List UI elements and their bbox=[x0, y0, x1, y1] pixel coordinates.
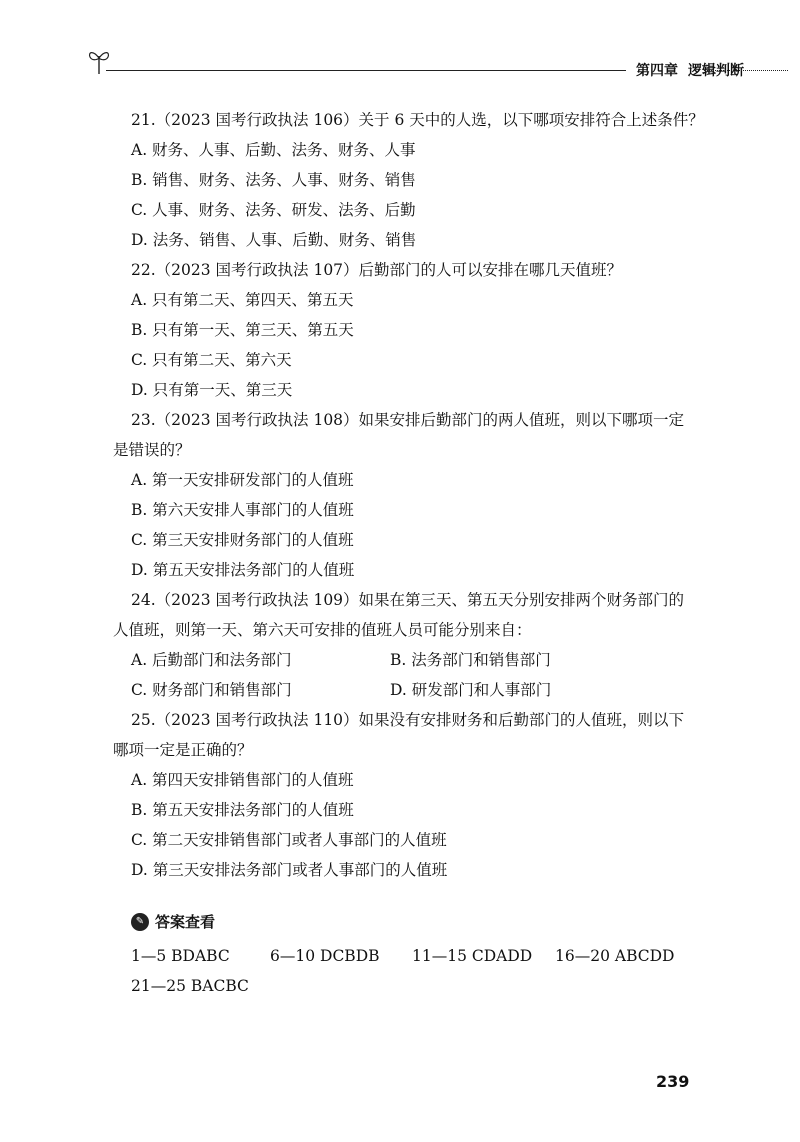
option: C. 人事、财务、法务、研发、法务、后勤 bbox=[131, 201, 416, 219]
answer-group: 1—5 BDABC bbox=[131, 947, 230, 965]
option: C. 只有第二天、第六天 bbox=[131, 351, 292, 369]
page-number: 239 bbox=[656, 1072, 690, 1091]
option: D. 第五天安排法务部门的人值班 bbox=[131, 561, 355, 579]
answer-title-text: 答案查看 bbox=[155, 913, 216, 931]
chapter-number: 第四章 bbox=[636, 63, 678, 79]
question-stem: 24.（2023 国考行政执法 109）如果在第三天、第五天分别安排两个财务部门的 bbox=[131, 591, 685, 609]
option: A. 后勤部门和法务部门 bbox=[131, 651, 292, 669]
option: A. 只有第二天、第四天、第五天 bbox=[131, 291, 354, 309]
question-stem: 23.（2023 国考行政执法 108）如果安排后勤部门的两人值班，则以下哪项一定 bbox=[131, 411, 685, 429]
answer-circle-icon: ✎ bbox=[131, 913, 149, 931]
page-header bbox=[88, 46, 788, 86]
answer-group: 11—15 CDADD bbox=[412, 947, 533, 965]
question-stem: 25.（2023 国考行政执法 110）如果没有安排财务和后勤部门的人值班，则以下 bbox=[131, 711, 685, 729]
option: B. 只有第一天、第三天、第五天 bbox=[131, 321, 354, 339]
option: D. 法务、销售、人事、后勤、财务、销售 bbox=[131, 231, 417, 249]
option: C. 财务部门和销售部门 bbox=[131, 681, 292, 699]
answer-group: 16—20 ABCDD bbox=[555, 947, 675, 965]
option: A. 第四天安排销售部门的人值班 bbox=[131, 771, 354, 789]
header-rule bbox=[106, 70, 626, 71]
section-name: 逻辑判断 bbox=[688, 63, 744, 79]
option-row bbox=[131, 645, 691, 675]
question-stem: 22.（2023 国考行政执法 107）后勤部门的人可以安排在哪几天值班？ bbox=[131, 261, 623, 279]
answer-key bbox=[131, 941, 691, 971]
option: D. 研发部门和人事部门 bbox=[390, 681, 552, 699]
answer-section-title bbox=[131, 907, 691, 937]
header-dotted-rule bbox=[704, 70, 788, 71]
option: D. 第三天安排法务部门或者人事部门的人值班 bbox=[131, 861, 448, 879]
question-stem-continued: 是错误的？ bbox=[113, 441, 191, 459]
sprout-icon bbox=[88, 46, 110, 76]
answer-group: 21—25 BACBC bbox=[131, 977, 249, 995]
option-row bbox=[131, 675, 691, 705]
question-stem-continued: 哪项一定是正确的？ bbox=[113, 741, 253, 759]
option: B. 第五天安排法务部门的人值班 bbox=[131, 801, 354, 819]
option: A. 第一天安排研发部门的人值班 bbox=[131, 471, 354, 489]
option: A. 财务、人事、后勤、法务、财务、人事 bbox=[131, 141, 416, 159]
option: D. 只有第一天、第三天 bbox=[131, 381, 293, 399]
question-stem-continued: 人值班，则第一天、第六天可安排的值班人员可能分别来自： bbox=[113, 621, 532, 639]
answer-group: 6—10 DCBDB bbox=[270, 947, 380, 965]
option: B. 法务部门和销售部门 bbox=[390, 651, 551, 669]
option: C. 第三天安排财务部门的人值班 bbox=[131, 531, 354, 549]
page-content bbox=[113, 105, 704, 1001]
option: B. 销售、财务、法务、人事、财务、销售 bbox=[131, 171, 416, 189]
question-stem: 21.（2023 国考行政执法 106）关于 6 天中的人选，以下哪项安排符合上述条件？ bbox=[131, 111, 704, 129]
option: C. 第二天安排销售部门或者人事部门的人值班 bbox=[131, 831, 447, 849]
option: B. 第六天安排人事部门的人值班 bbox=[131, 501, 354, 519]
